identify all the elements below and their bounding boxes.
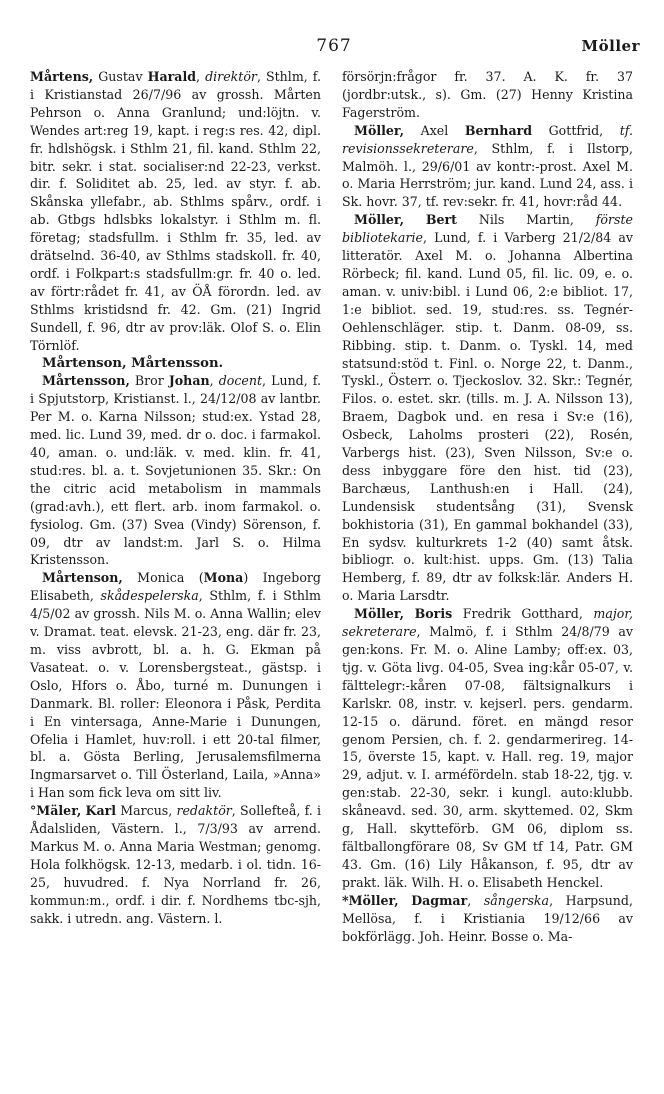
entry-text: , Lund, f. i Varberg 21/2/84 av litteratör. Axel M. o. Johanna Albertina Rörbeck; fil. kand. Lund 05, fil. lic. 09, e. o. aman. v. univ:bibl. i Lund 06, 2:e bibliot. 17, 1:e bibliot. sed. 19, stud:res. ss. Tegnér-Oehlenschläger. stip. t. Danm. 08-09, ss. Ribbing. stip. t. Danm. o. Tyskl. 14, med statsund:stöd t. Finl. o. Norge 22, t. Danm., Tyskl., Österr. o. Tjeckoslov. 32. Skr.: Tegnér, Filos. o. estet. skr. (tills. m. J. A. Nilsson 13), Braem, Dagbok und. en resa i Sv:e (16), Osbeck, Laholms prosteri (22), Rosén, Varbergs hist. (23), Sven Nilsson, Sv:e o. dess inbyggare före den hist. tid (23), Barchæus, Lanthush:en i Hall. (24), Lundensisk studentsång (31), Svensk bokhistoria (31), En gammal bokhandel (33), En sydsv. kulturkrets 1-2 (40) samt åtsk. bibliogr. o. kult:hist. upps. Gm. (13) Talia Hemberg, f. 89, dtr av folksk:lär. Anders H. o. Maria Larsdtr.: [342, 230, 633, 604]
page-number: 767: [316, 36, 352, 56]
entry-call-name: Bert: [425, 212, 457, 228]
entry-call-name: Bernhard: [464, 122, 533, 138]
entry-moller-boris: [342, 605, 633, 892]
entry-surname: Mårtensson,: [42, 373, 130, 389]
entry-separator: ) Ingeborg Elisabeth,: [30, 570, 321, 604]
entry-given-names: [404, 606, 415, 621]
entry-continuation: försörjn:frågor fr. 37. A. K. fr. 37 (jordbr:utsk., s). Gm. (27) Henny Kristina Fagerström.: [342, 69, 633, 120]
entry-separator: Marcus,: [116, 803, 177, 819]
entry-moller-dagmar: [342, 892, 633, 946]
entry-title: tf. revisionssekreterare: [342, 122, 634, 156]
entry-title: sångerska: [483, 892, 550, 908]
entry-given-names: Axel: [404, 122, 465, 138]
page-header: [28, 36, 640, 58]
entry-text: , Lund, f. i Spjutstorp, Kristianst. l., 24/12/08 av lantbr. Per M. o. Karna Nilsson; stud:ex. Ystad 28, med. lic. Lund 39, med. dr o. doc. i farmakol. 40, aman. o. und:läk. v. med. klin. fr. 41, stud:res. bl. a. t. Sovjetunionen 35. Skr.: On the citric acid metabolism in mammals (grad:avh.), ett flert. arb. inom farmakol. o. fysiolog. Gm. (37) Svea (Vindy) Sörenson, f. 09, dtr av landst:m. Jarl S. o. Hilma Kristensson.: [30, 373, 322, 568]
entry-title: redaktör: [176, 803, 232, 819]
entry-separator: Nils Martin,: [457, 212, 596, 228]
entry-call-name: Johan: [168, 373, 210, 389]
entry-surname: Möller,: [354, 122, 405, 138]
entry-call-name: Karl: [85, 803, 117, 819]
entry-call-name: Dagmar: [411, 892, 468, 908]
entry-surname: Mårtens,: [30, 69, 94, 84]
entry-text: , Sthlm, f. i Ilstorp, Malmöh. l., 29/6/01 av kontr:-prost. Axel M. o. Maria Herrström; jur. kand. Lund 24, ass. i Sk. hovr. 37, tf. rev:sekr. fr. 41, hovr:råd 44.: [342, 140, 633, 210]
entry-given-names: Monica (: [122, 570, 204, 586]
entry-separator: Gottfrid,: [532, 122, 620, 138]
entry-title: skådespelerska: [100, 588, 199, 604]
right-column: [342, 68, 633, 945]
entry-martens-harald: [30, 68, 321, 355]
entry-text: , Harpsund, Mellösa, f. i Kristiania 19/12/66 av bokförlägg. Joh. Heinr. Bosse o. Ma-: [342, 892, 633, 944]
entry-call-name: Boris: [414, 606, 453, 622]
entry-martensson-johan: [30, 372, 321, 569]
entry-moller-bert: [342, 211, 633, 605]
entry-call-name: Mona: [203, 570, 244, 586]
entry-surname: Möller,: [354, 212, 405, 228]
entry-given-names: Bror: [129, 373, 169, 389]
entry-surname: Möller,: [354, 606, 405, 622]
entry-text: , Sthlm, f. i Sthlm 4/5/02 av grossh. Nils M. o. Anna Wallin; elev v. Dramat. teat. elevsk. 21-23, eng. där fr. 23, m. viss avbrott, bl. a. h. G. Ekman på Vasateat. o. v. Lorensbergsteat., gästsp. i Oslo, Hfors o. Åbo, turné m. Dunungen i Danmark. Bl. roller: Eleonora i Påsk, Perdita i En vintersaga, Anne-Marie i Dunungen, Ofelia i Hamlet, huv:roll. i ett 20-tal filmer, bl. a. Gösta Berling, Jerusalemsfilmerna Ingmarsarvet o. Till Österland, Laila, »Anna» i Han som fick leva om sitt liv.: [30, 588, 321, 801]
entry-surname: Mårtenson,: [42, 570, 123, 586]
entry-separator: ,: [196, 69, 206, 84]
entry-martenson-mona: [30, 569, 321, 802]
entry-surname: *Möller,: [342, 892, 399, 908]
entry-moller-bernhard: [342, 122, 633, 212]
entry-separator: Fredrik Gotthard,: [452, 606, 594, 622]
entry-given-names: [399, 893, 412, 908]
entry-given-names: [404, 212, 426, 227]
entry-title: major, sekreterare: [342, 606, 633, 640]
entry-separator: ,: [467, 892, 484, 908]
entry-title: direktör: [205, 69, 257, 84]
entry-text: , Sthlm, f. i Kristianstad 26/7/96 av grossh. Mårten Pehrson o. Anna Granlund; und:löjtn. v. Wendes art:reg 19, kapt. i reg:s res. 42, dipl. fr. hdlshögsk. i Sthlm 21, fil. kand. Sthlm 22, bitr. sekr. i stat. socialiser:nd 22-23, verkst. dir. f. Soliditet ab. 25, led. av styr. f. ab. Skånska yllefabr., ab. Sthlms spårv., ordf. i ab. Gtbgs hdlsbks lokalstyr. i Sthlm m. fl. företag; stadsfullm. i Sthlm fr. 35, led. av drätselnd. 36-40, av Sthlms stadskoll. fr. 40, ordf. i Folkpart:s stadsfullm:gr. fr. 40 o. led. av förtr:rådet fr. 41, av ÖÅ förordn. led. av Sthlms kristidsnd fr. 42. Gm. (21) Ingrid Sundell, f. 96, dtr av prov:läk. Olof S. o. Elin Törnlöf.: [30, 69, 322, 353]
entry-call-name: Harald: [147, 69, 197, 84]
entry-title: docent: [218, 373, 263, 389]
section-heading: Mårtenson, Mårtensson.: [42, 355, 224, 371]
entry-separator: ,: [209, 373, 219, 389]
entry-title: förste bibliotekarie: [342, 212, 633, 246]
left-column: [30, 68, 321, 928]
entry-text: , Sollefteå, f. i Ådalsliden, Västern. l., 7/3/93 av arrend. Markus M. o. Anna Maria Westman; genomg. Hola folkhögsk. 12-13, medarb. i ol. tidn. 16-25, huvudred. f. Nya Norrland fr. 26, kommun:m., ordf. i dir. f. Nordhems tbc-sjh, sakk. i utredn. ang. Västern. l.: [30, 803, 321, 926]
entry-text: , Malmö, f. i Sthlm 24/8/79 av gen:kons. Fr. M. o. Aline Lamby; off:ex. 03, tjg. v. Göta livg. 04-05, Svea ing:kår 05-07, v. fälttelegr:-kåren 07-08, fältsignalkurs i Karlskr. 08, instr. v. kejserl. pers. gendarm. 12-15 o. därund. föret. en mängd resor genom Persien, ch. f. 2. gendarmerireg. 14-15, överste 15, kapt. v. Hall. reg. 19, major 29, adjut. v. I. arméfördeln. stab 18-22, tjg. v. gen:stab. 22-30, sekr. i kungl. auto:klubb. skåneavd. sed. 30, arm. skyttemed. 02, Skm g, Hall. skytteförb. GM 06, diplom ss. fältballongförare 08, Sv GM tf 14, Patr. GM 43. Gm. (16) Lily Håkanson, f. 95, dtr av prakt. läk. Wilh. H. o. Elisabeth Henckel.: [342, 624, 633, 890]
running-head: Möller: [581, 37, 640, 55]
entry-maler-karl: [30, 802, 321, 927]
entry-surname: °Mäler,: [30, 803, 82, 819]
entry-given-names: Gustav: [93, 69, 148, 84]
